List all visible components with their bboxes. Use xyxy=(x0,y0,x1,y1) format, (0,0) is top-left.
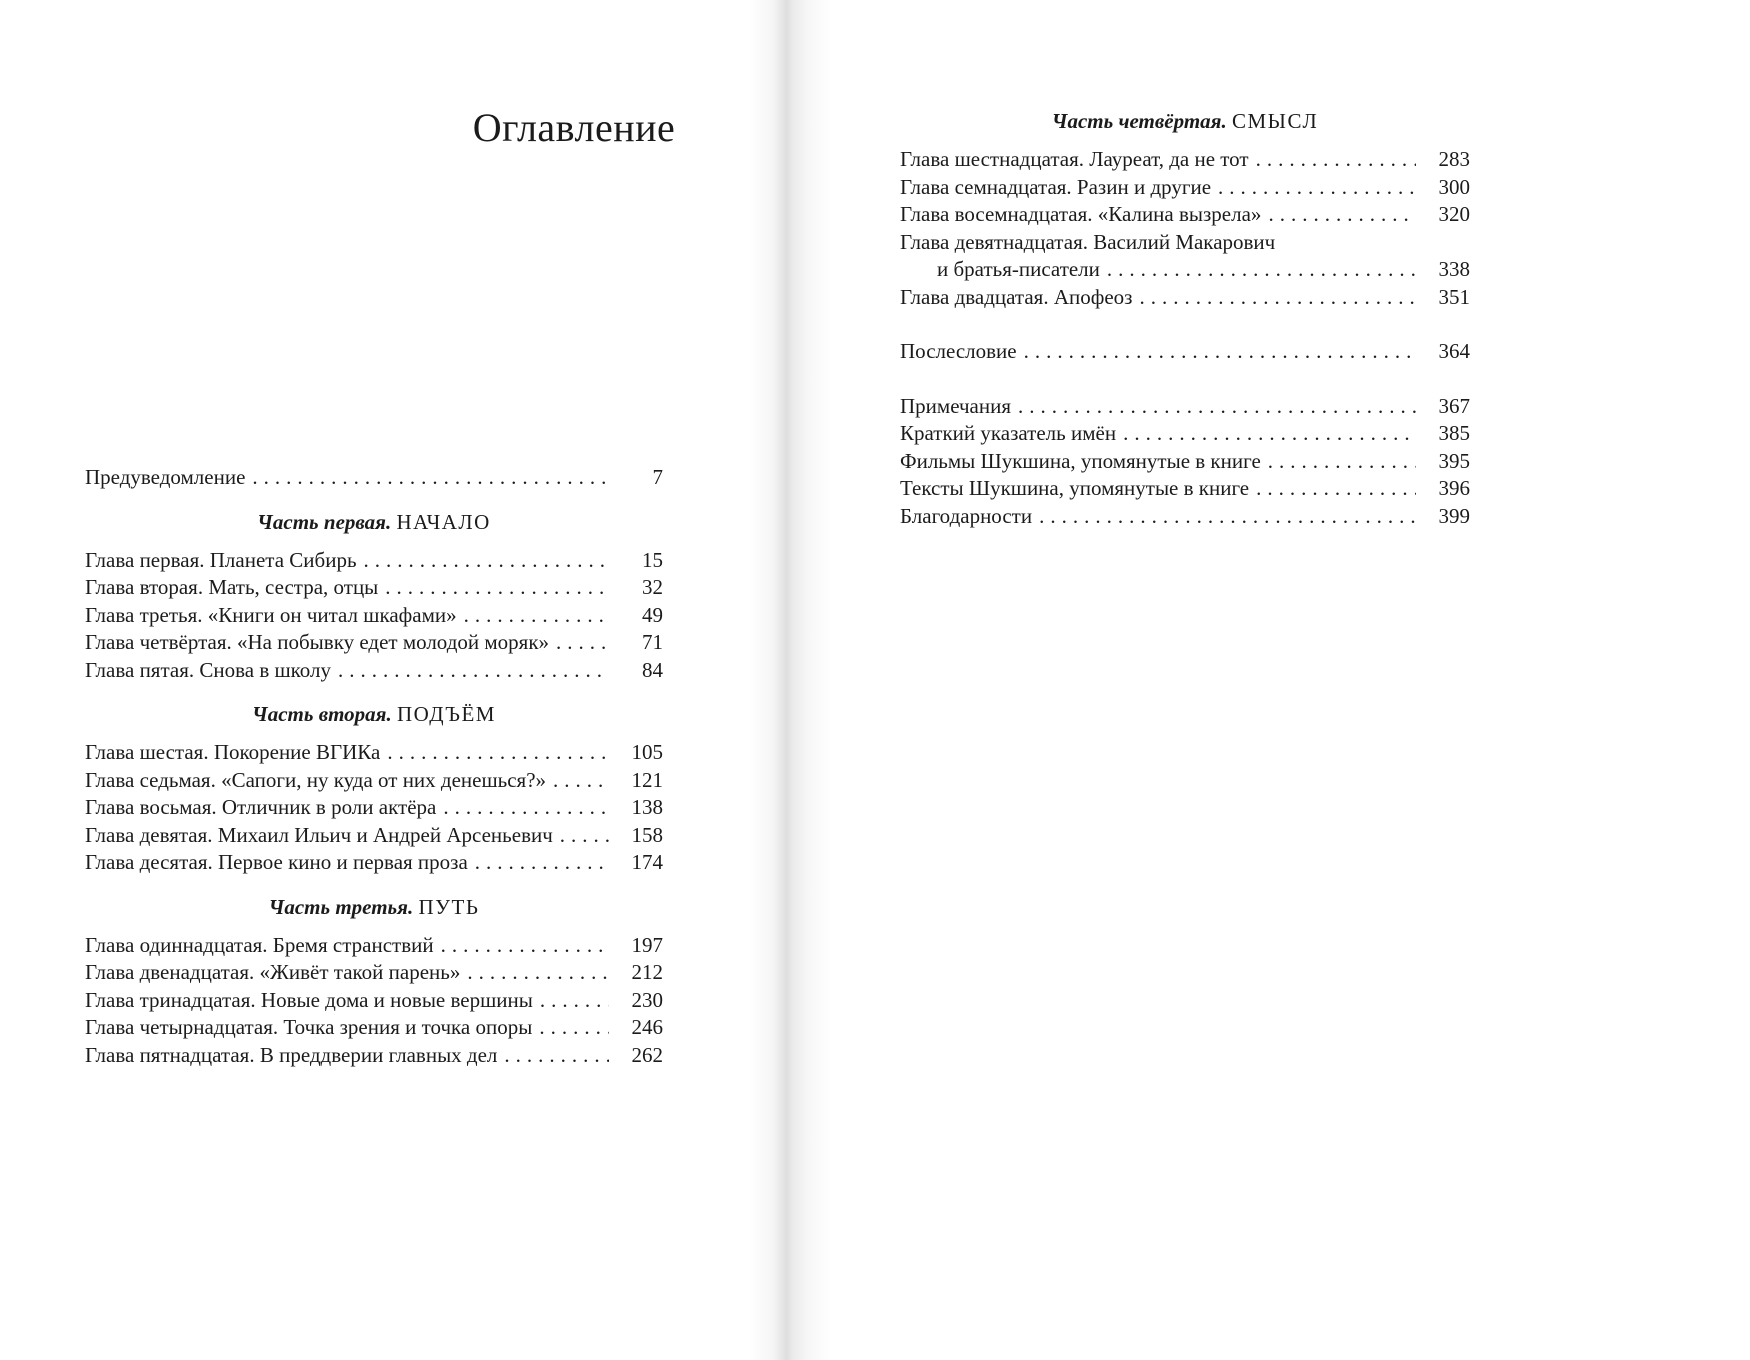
entry-label: Глава первая. Планета Сибирь xyxy=(85,547,357,572)
dot-leader xyxy=(504,1042,609,1070)
dot-leader xyxy=(1218,174,1416,202)
page-title: Оглавление xyxy=(472,105,676,150)
entry-page: 138 xyxy=(631,795,663,819)
entry-page: 351 xyxy=(1438,284,1470,309)
toc-entry xyxy=(85,574,663,602)
right-page xyxy=(900,0,1470,530)
page-gutter xyxy=(748,0,832,1360)
toc-entry xyxy=(85,1042,663,1070)
dot-leader xyxy=(540,987,609,1015)
entry-label: Глава шестнадцатая. Лауреат, да не тот xyxy=(900,147,1249,171)
entry-label: Глава одиннадцатая. Бремя странствий xyxy=(85,932,434,957)
entry-page: 385 xyxy=(1438,421,1470,445)
dot-leader xyxy=(1107,256,1416,284)
entry-page: 158 xyxy=(631,822,663,847)
toc-entry xyxy=(85,794,663,822)
dot-leader xyxy=(553,767,609,795)
entry-label: Примечания xyxy=(900,393,1012,418)
entry-page: 71 xyxy=(642,630,663,654)
dot-leader xyxy=(464,602,609,630)
entry-page: 121 xyxy=(631,767,663,792)
dot-leader xyxy=(1139,284,1416,312)
entry-label: Глава двенадцатая. «Живёт такой парень» xyxy=(85,960,461,984)
entry-page: 105 xyxy=(631,740,663,764)
entry-page: 32 xyxy=(642,575,663,599)
entry-page: 283 xyxy=(1438,147,1470,171)
entry-page: 174 xyxy=(631,850,663,874)
part-name: Часть вторая. xyxy=(252,702,392,726)
entry-label: Глава девятая. Михаил Ильич и Андрей Арсеньевич xyxy=(85,822,553,847)
entry-label: Глава шестая. Покорение ВГИКа xyxy=(85,740,381,764)
entry-label: Благодарности xyxy=(900,503,1033,528)
toc-entry xyxy=(85,602,663,630)
part-heading xyxy=(85,509,663,536)
entry-label: Глава восемнадцатая. «Калина вызрела» xyxy=(900,202,1262,226)
toc-entry xyxy=(900,201,1470,229)
left-page xyxy=(85,0,676,1069)
part-title: ПУТЬ xyxy=(418,894,480,919)
entry-label: Глава девятнадцатая. Василий Макарович xyxy=(900,229,1276,254)
dot-leader xyxy=(252,464,609,492)
entry-page: 364 xyxy=(1438,339,1470,363)
entry-page: 49 xyxy=(642,602,663,627)
part-title: ПОДЪЁМ xyxy=(397,702,496,726)
entry-label: Предуведомление xyxy=(85,465,246,489)
entry-label: Краткий указатель имён xyxy=(900,421,1117,445)
entry-page: 399 xyxy=(1438,503,1470,528)
entry-label: Глава десятая. Первое кино и первая проза xyxy=(85,850,468,874)
toc-entry xyxy=(85,959,663,987)
entry-page: 84 xyxy=(642,657,663,682)
toc-entry xyxy=(85,987,663,1015)
toc-entry xyxy=(900,503,1470,531)
entry-label: Глава третья. «Книги он читал шкафами» xyxy=(85,602,457,627)
entry-label: Глава четырнадцатая. Точка зрения и точка опоры xyxy=(85,1015,533,1039)
toc-entry xyxy=(85,1014,663,1042)
toc-entry xyxy=(85,739,663,767)
entry-label: Глава четвёртая. «На побывку едет молодой моряк» xyxy=(85,630,550,654)
dot-leader xyxy=(1268,448,1416,476)
entry-page: 367 xyxy=(1438,393,1470,418)
dot-leader xyxy=(556,629,609,657)
entry-label: Глава восьмая. Отличник в роли актёра xyxy=(85,795,437,819)
part-heading xyxy=(85,701,663,728)
part-name: Часть третья. xyxy=(268,894,414,919)
entry-label: Послесловие xyxy=(900,339,1017,363)
dot-leader xyxy=(467,959,609,987)
dot-leader xyxy=(1018,393,1416,421)
toc-entry-wrapped-line1 xyxy=(900,229,1470,257)
toc-entry-wrapped-line2 xyxy=(900,256,1470,284)
dot-leader xyxy=(1123,420,1416,448)
entry-label: Глава семнадцатая. Разин и другие xyxy=(900,174,1212,199)
entry-label: Глава тринадцатая. Новые дома и новые вершины xyxy=(85,987,533,1012)
dot-leader xyxy=(1039,503,1416,531)
entry-label: Глава двадцатая. Апофеоз xyxy=(900,284,1133,309)
toc-entry xyxy=(85,822,663,850)
dot-leader xyxy=(338,657,609,685)
part-name: Часть первая. xyxy=(257,509,392,534)
entry-label: и братья-писатели xyxy=(937,257,1100,281)
part-name: Часть четвёртая. xyxy=(1051,109,1227,133)
part-heading xyxy=(900,108,1470,135)
part-heading xyxy=(85,894,663,921)
toc-entry xyxy=(900,475,1470,503)
dot-leader xyxy=(385,574,609,602)
toc-entry xyxy=(900,338,1470,366)
entry-label: Глава пятнадцатая. В преддверии главных дел xyxy=(85,1042,498,1067)
entry-page: 15 xyxy=(642,547,663,572)
entry-page: 396 xyxy=(1438,476,1470,500)
part-title: НАЧАЛО xyxy=(396,509,491,534)
toc-entry xyxy=(85,849,663,877)
entry-page: 395 xyxy=(1438,448,1470,473)
dot-leader xyxy=(560,822,609,850)
dot-leader xyxy=(1024,338,1416,366)
entry-page: 197 xyxy=(631,932,663,957)
toc-entry xyxy=(900,174,1470,202)
toc-entry xyxy=(900,420,1470,448)
toc-entry xyxy=(85,657,663,685)
toc-entry xyxy=(900,393,1470,421)
toc-entry xyxy=(85,547,663,575)
entry-page: 246 xyxy=(631,1015,663,1039)
toc-entry xyxy=(900,448,1470,476)
entry-page: 212 xyxy=(631,960,663,984)
dot-leader xyxy=(539,1014,609,1042)
dot-leader xyxy=(475,849,609,877)
toc-entry xyxy=(900,146,1470,174)
dot-leader xyxy=(1268,201,1416,229)
entry-label: Глава вторая. Мать, сестра, отцы xyxy=(85,575,379,599)
part-title: СМЫСЛ xyxy=(1231,109,1319,133)
entry-page: 300 xyxy=(1438,174,1470,199)
toc-entry xyxy=(900,284,1470,312)
entry-page: 230 xyxy=(631,987,663,1012)
toc-entry xyxy=(85,629,663,657)
dot-leader xyxy=(387,739,609,767)
entry-label: Фильмы Шукшина, упомянутые в книге xyxy=(900,448,1261,473)
dot-leader xyxy=(1256,146,1416,174)
entry-page: 338 xyxy=(1438,257,1470,281)
entry-label: Глава пятая. Снова в школу xyxy=(85,657,332,682)
dot-leader xyxy=(364,547,609,575)
toc-entry xyxy=(85,932,663,960)
dot-leader xyxy=(443,794,609,822)
dot-leader xyxy=(441,932,609,960)
entry-label: Тексты Шукшина, упомянутые в книге xyxy=(900,476,1250,500)
toc-entry xyxy=(85,767,663,795)
entry-page: 7 xyxy=(652,465,663,489)
entry-page: 320 xyxy=(1438,202,1470,226)
toc-entry xyxy=(85,464,663,492)
entry-page: 262 xyxy=(631,1042,663,1067)
entry-label: Глава седьмая. «Сапоги, ну куда от них денешься?» xyxy=(85,767,547,792)
dot-leader xyxy=(1256,475,1416,503)
